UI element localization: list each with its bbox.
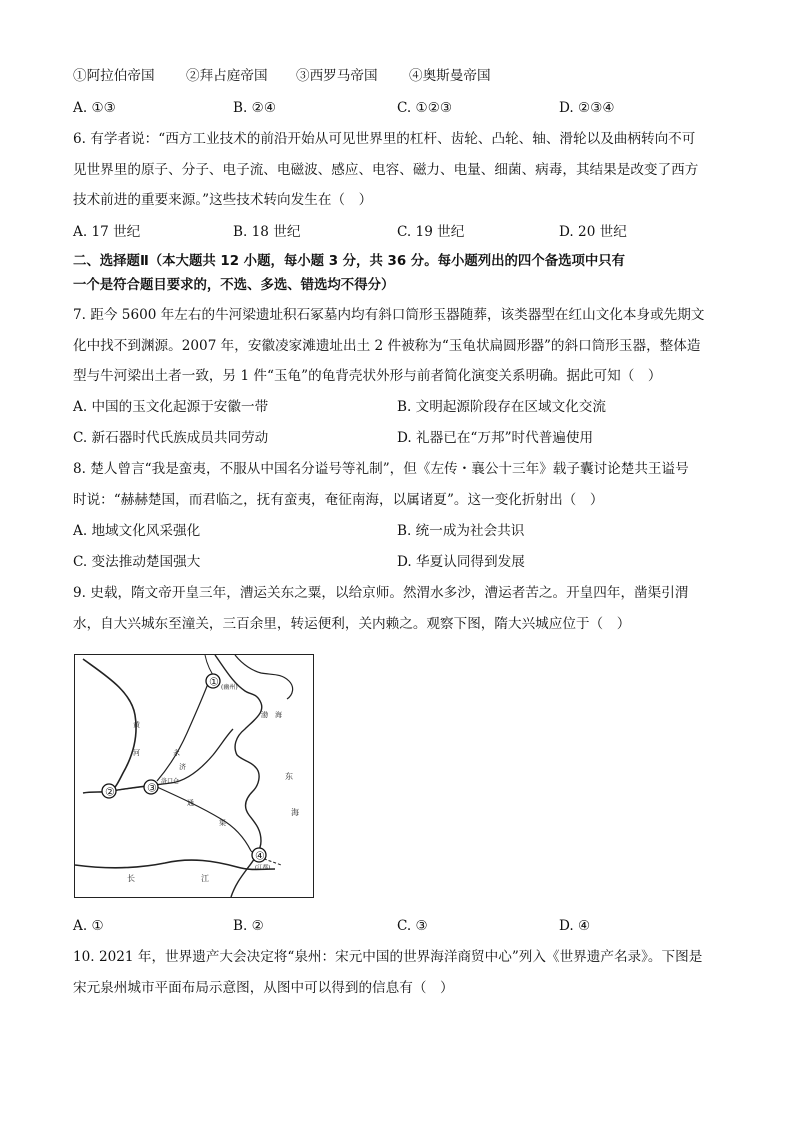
label-youzhou: (幽州) [221, 684, 238, 691]
label-tong: 通 [187, 799, 194, 807]
sui-canal-map [74, 654, 314, 898]
q8-choice-b[interactable]: B. 统一成为社会共识 [397, 523, 525, 539]
label-jiangdu: (江都) [255, 865, 271, 871]
q8-choice-a[interactable]: A. 地域文化风采强化 [73, 523, 201, 539]
q8-stem-line-1: 8. 楚人曾言“我是蛮夷，不服从中国名分谥号等礼制”，但《左传・襄公十三年》载子囊讨论楚共王谥号 [73, 461, 689, 477]
marker-1 [206, 674, 220, 689]
yangtze-river [75, 860, 275, 869]
q7-choice-a[interactable]: A. 中国的玉文化起源于安徽一带 [73, 399, 269, 415]
q7-choice-c[interactable]: C. 新石器时代氏族成员共同劳动 [73, 430, 269, 446]
q5-item-4: ④奥斯曼帝国 [409, 68, 491, 84]
label-chang: 长 [127, 874, 135, 883]
q9-stem-line-2: 水，自大兴城东至潼关，三百余里，转运便利，关内赖之。观察下图，隋大兴城应位于（ ） [73, 616, 631, 632]
q5-item-2: ②拜占庭帝国 [186, 68, 268, 84]
q5-choice-d[interactable]: D. ②③④ [559, 100, 615, 116]
q9-choice-b[interactable]: B. ② [233, 918, 264, 934]
q5-item-1: ①阿拉伯帝国 [73, 68, 155, 84]
label-huang: 黄 [133, 721, 140, 729]
q5-choice-a[interactable]: A. ①③ [73, 100, 116, 116]
q9-choice-c[interactable]: C. ③ [397, 918, 428, 934]
svg-text:②: ② [105, 785, 115, 799]
marker-4 [252, 848, 266, 863]
q7-stem-line-3: 型与牛河梁出土者一致，另 1 件“玉龟”的龟背壳状外形与前者简化演变关系明确。据此可知（ ） [73, 368, 662, 384]
q7-choice-b[interactable]: B. 文明起源阶段存在区域文化交流 [397, 399, 606, 415]
q9-stem-line-1: 9. 史载，隋文帝开皇三年，漕运关东之粟，以给京师。然渭水多沙，漕运者苦之。开皇四年，凿渠引渭 [73, 585, 689, 601]
q8-stem-line-2: 时说：“赫赫楚国，而君临之，抚有蛮夷，奄征南海，以属诸夏”。这一变化折射出（ ） [73, 492, 604, 508]
tongji-canal [157, 787, 251, 851]
label-bohai: 渤 海 [261, 711, 282, 719]
q6-choice-a[interactable]: A. 17 世纪 [73, 224, 141, 240]
q9-choice-d[interactable]: D. ④ [559, 918, 591, 934]
section-heading-line-2: 一个是符合题目要求的，不选、多选、错选均不得分） [73, 278, 395, 293]
label-he: 河 [133, 749, 140, 757]
marker-3 [144, 780, 158, 795]
q8-choice-d[interactable]: D. 华夏认同得到发展 [397, 554, 525, 570]
svg-text:④: ④ [255, 849, 265, 863]
q5-choice-b[interactable]: B. ②④ [233, 100, 277, 116]
label-dong: 东 [285, 772, 293, 781]
q7-stem-line-1: 7. 距今 5600 年左右的牛河梁遗址积石冢墓内均有斜口筒形玉器随葬，该类器型在红山文化本身或先期文 [73, 307, 705, 323]
label-jiang: 江 [201, 874, 209, 883]
label-qu: 渠 [219, 819, 226, 827]
q5-item-3: ③西罗马帝国 [296, 68, 378, 84]
q6-stem-line-2: 见世界里的原子、分子、电子流、电磁波、感应、电容、磁力、电量、细菌、病毒，其结果是改变了西方 [73, 162, 699, 178]
label-ji: 济 [179, 763, 186, 771]
section-heading-line-1: 二、选择题Ⅱ（本大题共 12 小题，每小题 3 分，共 36 分。每小题列出的四个备选项中只有 [73, 254, 626, 269]
map-drawing [75, 655, 313, 897]
liaodong-coast [235, 655, 293, 699]
q9-choice-a[interactable]: A. ① [73, 918, 104, 934]
marker-2 [102, 784, 116, 799]
svg-text:①: ① [209, 675, 219, 689]
q5-choice-c[interactable]: C. ①②③ [397, 100, 453, 116]
q6-stem-line-1: 6. 有学者说：“西方工业技术的前沿开始从可见世界里的杠杆、齿轮、凸轮、轴、滑轮以及曲柄转向不可 [73, 131, 696, 147]
label-yong: 永 [173, 749, 180, 757]
svg-text:③: ③ [147, 781, 157, 795]
q10-stem-line-2: 宋元泉州城市平面布局示意图，从图中可以得到的信息有（ ） [73, 980, 454, 996]
q7-stem-line-2: 化中找不到渊源。2007 年，安徽凌家滩遗址出土 2 件被称为“玉龟状扁圆形器”的斜口筒形玉器，整体造 [73, 338, 701, 354]
q6-choice-b[interactable]: B. 18 世纪 [233, 224, 301, 240]
label-hai: 海 [291, 808, 299, 817]
q7-choice-d[interactable]: D. 礼器已在“万邦”时代普遍使用 [397, 430, 594, 446]
q8-choice-c[interactable]: C. 变法推动楚国强大 [73, 554, 201, 570]
q6-choice-d[interactable]: D. 20 世纪 [559, 224, 627, 240]
label-luokou: 洛口仓 [161, 778, 180, 785]
q10-stem-line-1: 10. 2021 年，世界遗产大会决定将“泉州：宋元中国的世界海洋商贸中心”列入《世界遗产名录》。下图是 [73, 949, 703, 965]
q6-choice-c[interactable]: C. 19 世纪 [397, 224, 465, 240]
yellow-river [83, 659, 136, 793]
q6-stem-line-3: 技术前进的重要来源。”这些技术转向发生在（ ） [73, 192, 373, 208]
